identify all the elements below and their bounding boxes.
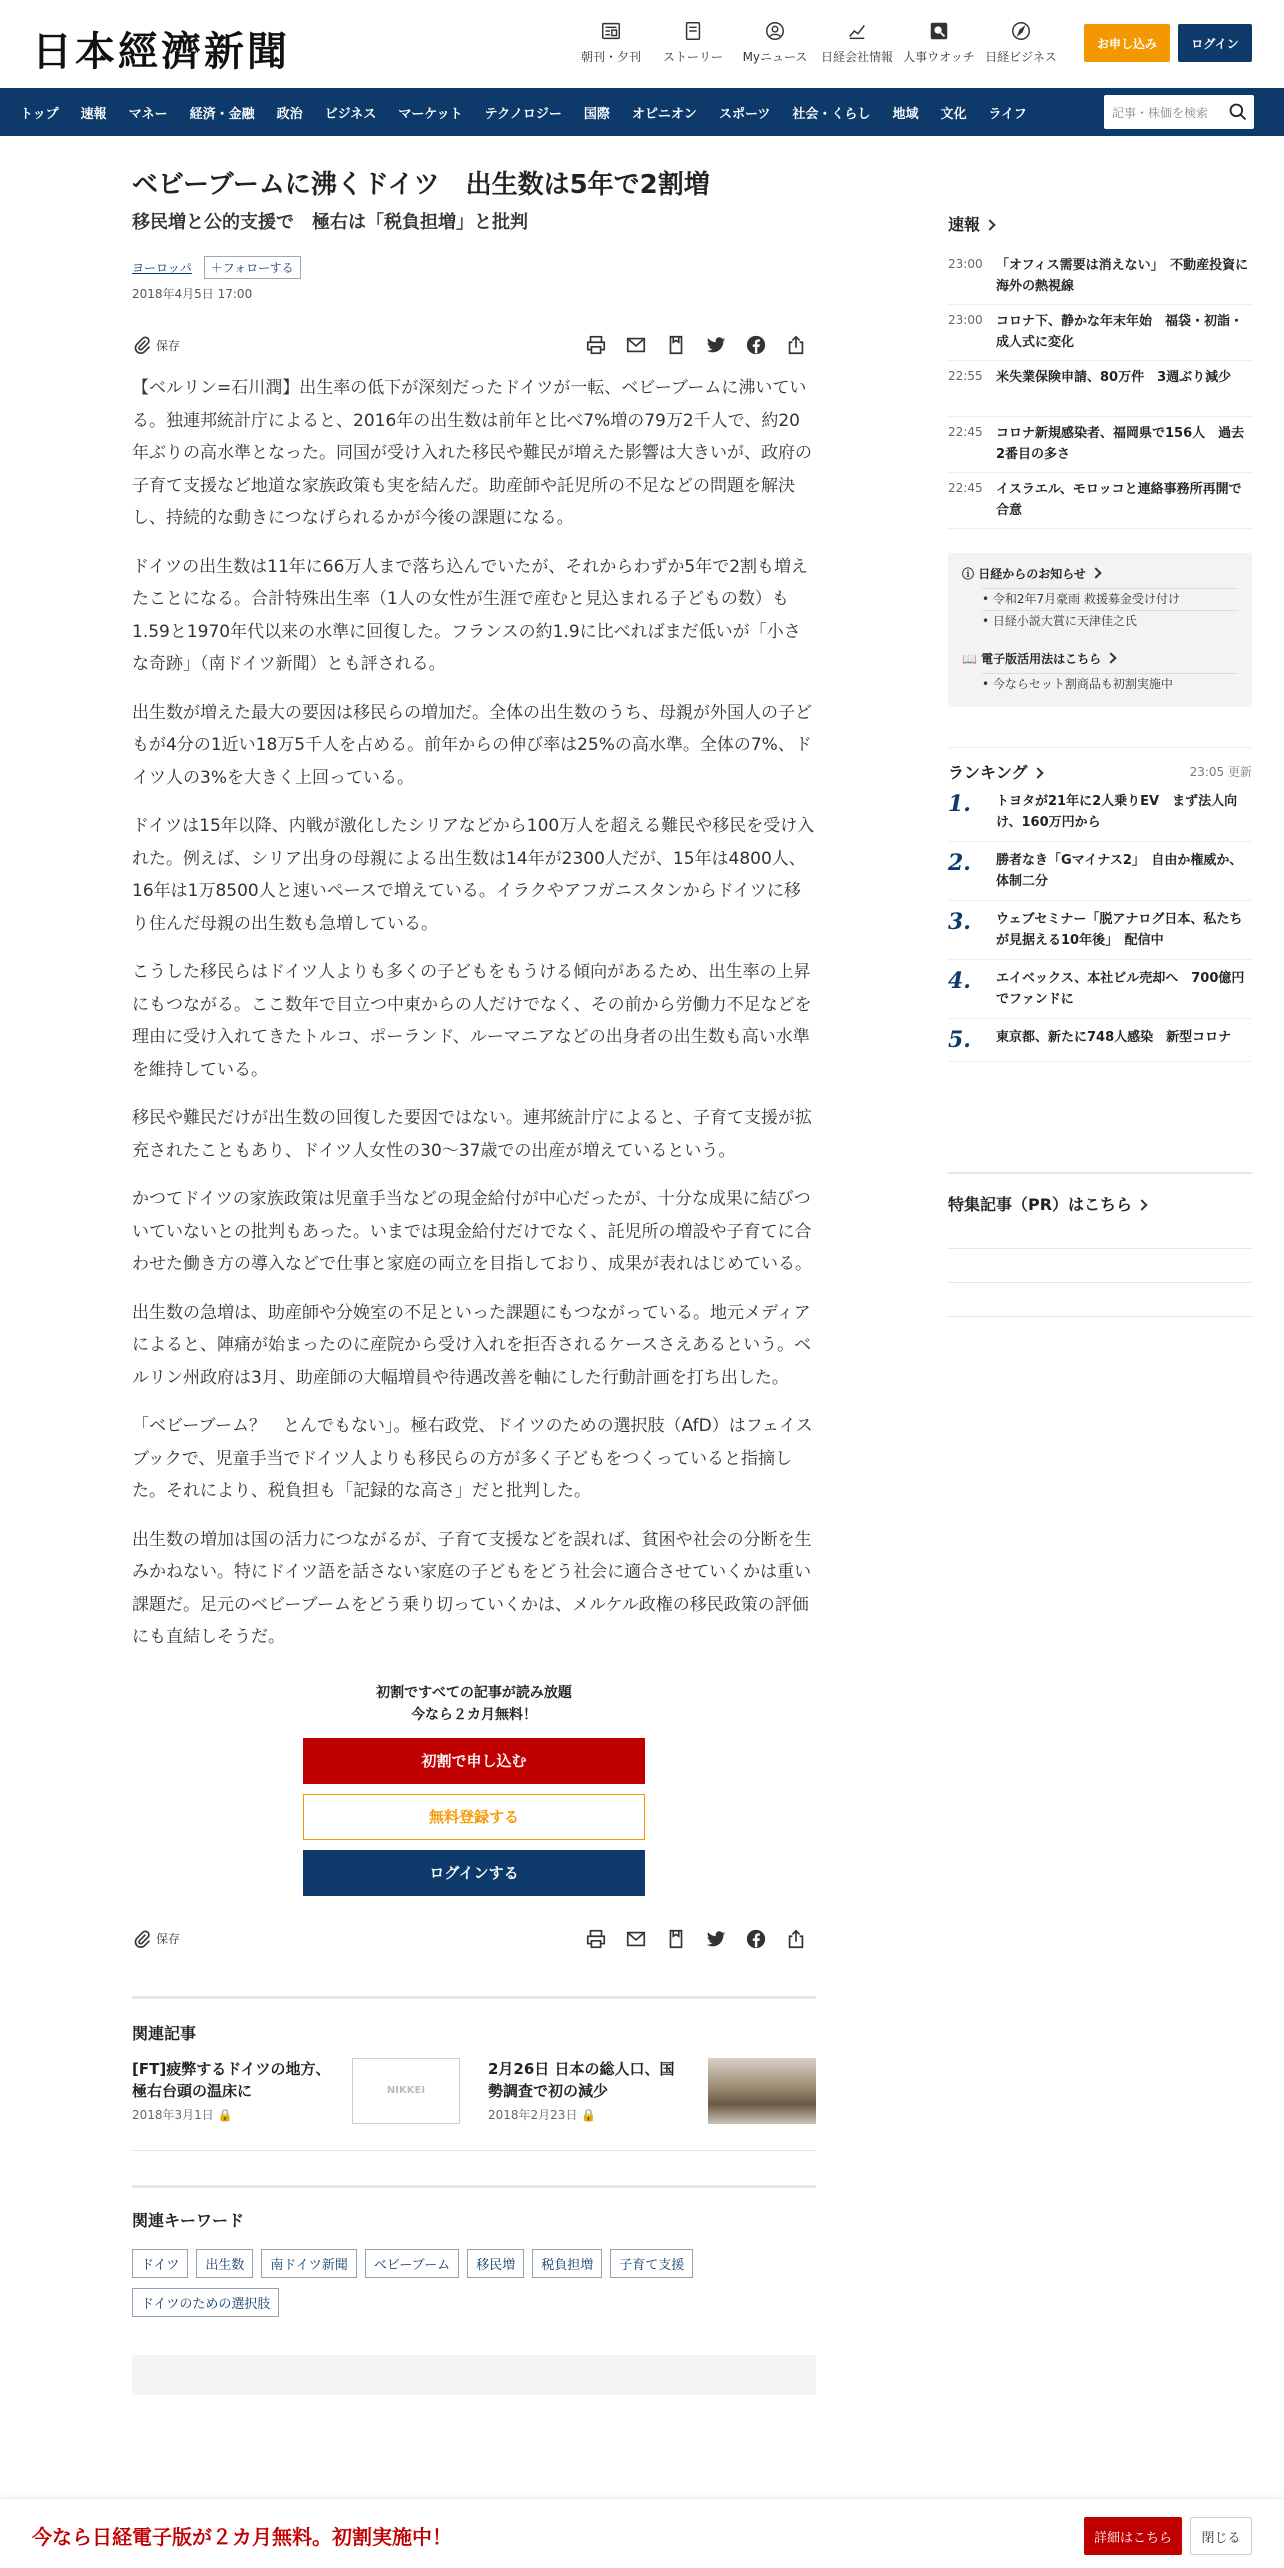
promo-close-button[interactable]: 閉じる [1190,2517,1252,2555]
pr-item[interactable] [948,1283,1252,1317]
ranking-headline[interactable]: ウェブセミナー「脱アナログ日本、私たちが見据える10年後」 配信中 [996,912,1243,948]
memo-button[interactable] [656,1928,696,1950]
nav-item-region[interactable]: 地域 [892,106,919,122]
nav-item-top[interactable]: トップ [20,106,59,122]
news-headline[interactable]: イスラエル、モロッコと連絡事務所再開で合意 [996,482,1242,518]
header-link-newspaper[interactable]: 朝刊・夕刊 [570,20,652,65]
header-link-nikkei-business[interactable]: 日経ビジネス [980,20,1062,65]
cta-line-2: 今なら２カ月無料！ [411,1706,537,1723]
related-item-title[interactable]: 2月26日 日本の総人口、国勢調査で初の減少 [488,2059,675,2100]
header-icon-menu [570,20,1062,65]
related-item-date: 2018年3月1日 🔒 [132,2107,233,2122]
keyword-tag[interactable]: 税負担増 [532,2249,602,2278]
chart-icon [846,20,868,42]
nav-item-market[interactable]: マーケット [398,106,463,122]
article-meta [132,256,816,279]
ranking-headline[interactable]: トヨタが21年に2人乗りEV まず法人向け、160万円から [996,794,1238,830]
ranking-updated: 23:05 更新 [1189,765,1252,779]
ranking-number: 2. [948,850,971,876]
article-title: ベビーブームに沸くドイツ 出生数は5年で2割増 [132,170,710,200]
pr-item[interactable] [948,1249,1252,1283]
news-item[interactable] [948,249,1252,305]
article-paragraph: ドイツの出生数は11年に66万人まで落ち込んでいたが、それからわずか5年で2割も増えたことになる。合計特殊出生率（1人の女性が生涯で産むと見込まれる子どもの数）も1.59と1970年代以来の水準に回復した。フランスの約1.9に比べればまだ低いが「小さな奇跡」（南ドイツ新聞）とも評される。 [132,556,809,674]
news-headline[interactable]: コロナ新規感染者、福岡県で156人 過去2番目の多さ [996,426,1245,462]
memo-icon [665,1928,687,1950]
keyword-tag[interactable]: 移民増 [467,2249,524,2278]
article-paragraph: かつてドイツの家族政策は児童手当などの現金給付が中心だったが、十分な成果に結びついていないとの批判もあった。いまでは現金給付だけでなく、託児所の増設や子育てに合わせた働き方の導入などで仕事と家庭の両立を目指しており、成果が表れはじめている。 [132,1189,812,1274]
login-button[interactable]: ログイン [1178,24,1252,62]
digital-item[interactable]: • 今ならセット割商品も初割実施中 [982,673,1238,695]
memo-icon [665,334,687,356]
subscription-cta [132,1682,816,1896]
print-icon [585,1928,607,1950]
chevron-right-icon [1090,567,1101,578]
twitter-button[interactable] [696,334,736,356]
news-item[interactable] [948,361,1252,417]
nav-item-sports[interactable]: スポーツ [718,106,771,122]
site-header [0,0,1284,88]
plus-icon: ＋ [210,261,223,275]
topic-tag-link[interactable]: ヨーロッパ [132,261,192,275]
article-paragraph: 出生数の増加は国の活力につながるが、子育て支援などを誤れば、貧困や社会の分断を生みかねない。特にドイツ語を話さない家庭の子どもをどう社会に適合させていくかは重い課題だ。足元のベビーブームをどう乗り切っていくかは、メルケル政権の移民政策の評価にも直結しそうだ。 [132,1529,812,1647]
pr-item[interactable] [948,1215,1252,1249]
save-button[interactable]: 保存 [132,335,180,355]
clip-icon [132,335,152,355]
breaking-news-title[interactable]: 速報 [948,212,1252,235]
search-input[interactable] [1104,95,1254,129]
related-articles [132,1996,816,2151]
header-link-company-info[interactable]: 日経会社情報 [816,20,898,65]
twitter-icon [705,334,727,356]
print-button[interactable] [576,334,616,356]
article-paragraph: ドイツは15年以降、内戦が激化したシリアなどから100万人を超える難民や移民を受け入れた。例えば、シリア出身の母親による出生数は14年が2300人だが、15年は4800人、16年は1万8500人と速いペースで増えている。イラクやアフガニスタンからドイツに移り住んだ母親の出生数も急増している。 [132,816,815,934]
cta-login-button[interactable]: ログインする [303,1850,645,1896]
share-button[interactable] [776,334,816,356]
cta-apply-button[interactable]: 初割で申し込む [303,1738,645,1784]
cta-line-1: 初割ですべての記事が読み放題 [376,1684,572,1701]
person-icon [764,20,786,42]
promo-text: 今なら日経電子版が２カ月無料。初割実施中！ [32,2525,452,2549]
article-paragraph: 移民や難民だけが出生数の回復した要因ではない。連邦統計庁によると、子育て支援が拡充されたこともあり、ドイツ人女性の30～37歳での出産が増えているという。 [132,1108,812,1161]
news-time: 23:00 [948,313,983,327]
news-headline[interactable]: コロナ下、静かな年末年始 福袋・初詣・成人式に変化 [996,314,1244,350]
info-box [948,553,1252,707]
ranking-number: 3. [948,909,971,935]
search-person-icon [928,20,950,42]
related-item[interactable] [488,2058,816,2124]
digital-guide-title[interactable]: 📖 電子版活用法はこちら [962,650,1238,667]
news-time: 22:45 [948,481,983,495]
mail-icon [625,1928,647,1950]
compass-icon [1010,20,1032,42]
notice-item[interactable]: • 令和2年7月豪雨 救援募金受け付け [982,588,1238,610]
article-paragraph: 「ベビーブーム？ とんでもない」。極右政党、ドイツのための選択肢（AfD）はフェイスブックで、児童手当でドイツ人よりも移民らの方が多く子どもをつくっていると指摘した。それにより、税負担も「記録的な高さ」だと批判した。 [132,1416,813,1501]
ranking-header [948,760,1252,783]
news-headline[interactable]: 「オフィス需要は消えない」 不動産投資に海外の熱視線 [996,258,1249,294]
facebook-button[interactable] [736,1928,776,1950]
header-link-mynews[interactable]: Myニュース [734,20,816,65]
notice-title[interactable]: ⓘ 日経からのお知らせ [962,565,1238,582]
search-icon[interactable] [1228,102,1248,122]
divider [132,2185,816,2188]
article-paragraph: 出生数の急増は、助産師や分娩室の不足といった課題にもつながっている。地元メディアによると、陣痛が始まったのに産院から受け入れを拒否されるケースさえあるという。ベルリン州政府は3月、助産師の大幅増員や待遇改善を軸にした行動計画を打ち出した。 [132,1302,812,1388]
share-button[interactable] [776,1928,816,1950]
article-paragraph: こうした移民らはドイツ人よりも多くの子どもをもうける傾向があるため、出生率の上昇にもつながる。ここ数年で目立つ中東からの人だけでなく、その前から労働力不足などを理由に受け入れてきたトルコ、ポーランド、ルーマニアなどの出身者の出生数も高い水準を維持している。 [132,962,812,1080]
related-keywords [132,2208,816,2327]
keyword-tag[interactable]: ベビーブーム [365,2249,459,2278]
keyword-tag[interactable]: 南ドイツ新聞 [261,2249,356,2278]
ranking-title[interactable]: ランキング [948,760,1042,783]
follow-button[interactable]: ＋フォローする [204,256,301,279]
article-paragraph: 出生数が増えた最大の要因は移民らの増加だ。全体の出生数のうち、母親が外国人の子どもが4分の1近い18万5千人を占める。前年からの伸び率は25%の高水準。全体の7%、ドイツ人の3%を大きく上回っている。 [132,702,812,788]
info-icon: ⓘ [962,567,979,581]
article-main [132,168,816,2395]
header-link-jinji-watch[interactable]: 人事ウオッチ [898,20,980,65]
print-button[interactable] [576,1928,616,1950]
cta-register-button[interactable]: 無料登録する [303,1794,645,1840]
share-bar-top [132,328,816,362]
story-icon [682,20,704,42]
ranking-number: 1. [948,791,971,817]
ranking-item[interactable] [948,1019,1252,1062]
save-button[interactable]: 保存 [132,1929,180,1949]
promo-footer-bar [0,2498,1284,2568]
share-icons [576,1928,816,1950]
article-subtitle: 移民増と公的支援で 極右は「税負担増」と批判 [132,212,528,233]
related-title: 関連記事 [132,2023,197,2043]
ranking-section [948,747,1252,1062]
lock-icon: 🔒 [581,2107,597,2122]
twitter-icon [705,1928,727,1950]
nav-item-life[interactable]: ライフ [988,106,1027,122]
facebook-icon [745,1928,767,1950]
article-paragraph: 【ベルリン=石川潤】出生率の低下が深刻だったドイツが一転、ベビーブームに沸いている。独連邦統計庁によると、2016年の出生数は前年と比べ7%増の79万2千人で、約20年ぶりの高水準となった。同国が受け入れた移民や難民が増えた影響は大きいが、政府の子育て支援など地道な家族政策も実を結んだ。助産師や託児所の不足などの問題を解決し、持続的な動きにつなげられるかが今後の課題になる。 [132,378,812,528]
mail-button[interactable] [616,334,656,356]
ranking-headline[interactable]: エイベックス、本社ビル売却へ 700億円でファンドに [996,971,1245,1007]
facebook-button[interactable] [736,334,776,356]
mail-button[interactable] [616,1928,656,1950]
twitter-button[interactable] [696,1928,736,1950]
nikkei-logo[interactable]: 日本經濟新聞 [32,28,290,75]
header-link-story[interactable]: ストーリー [652,20,734,65]
ranking-item[interactable] [948,842,1252,901]
chevron-right-icon [984,219,995,230]
print-icon [585,334,607,356]
nav-item-society[interactable]: 社会・くらし [792,106,871,122]
keywords-title: 関連キーワード [132,2210,245,2230]
keyword-list [132,2249,816,2327]
pr-title[interactable]: 特集記事（PR）はこちら [948,1192,1252,1215]
chevron-right-icon [1032,767,1043,778]
ranking-number: 5. [948,1027,971,1053]
chevron-right-icon [1105,652,1116,663]
mail-icon [625,334,647,356]
news-item[interactable] [948,417,1252,473]
related-item-title[interactable]: [FT]疲弊するドイツの地方、極右台頭の温床に [132,2059,331,2100]
keyword-tag[interactable]: 出生数 [196,2249,253,2278]
nav-item-politics[interactable]: 政治 [276,106,303,122]
ranking-number: 4. [948,968,971,994]
news-time: 22:45 [948,425,983,439]
memo-button[interactable] [656,334,696,356]
news-headline[interactable]: 米失業保険申請、80万件 3週ぶり減少 [996,370,1232,385]
nav-item-opinion[interactable]: オピニオン [631,106,697,122]
keyword-tag[interactable]: 子育て支援 [610,2249,693,2278]
share-icon [785,334,807,356]
article-body [132,372,816,1654]
ranking-headline[interactable]: 勝者なき「Gマイナス2」 自由か権威か、体制二分 [996,853,1243,889]
clip-icon [132,1929,152,1949]
pr-list [948,1215,1252,1317]
sidebar [948,212,1252,1317]
search-placeholder: 記事・株価を検索 [1112,105,1209,120]
divider [132,2150,816,2151]
nav-item-breaking[interactable]: 速報 [80,106,107,122]
breaking-news-list [948,249,1252,529]
notice-item[interactable]: • 日経小説大賞に天津佳之氏 [982,610,1238,632]
keyword-tag[interactable]: ドイツのための選択肢 [132,2288,279,2317]
notice-list [982,588,1238,632]
keyword-tag[interactable]: ドイツ [132,2249,188,2278]
related-item-date: 2018年2月23日 🔒 [488,2107,597,2122]
news-item[interactable] [948,305,1252,361]
book-icon: 📖 [962,652,982,666]
article-date: 2018年4月5日 17:00 [132,287,253,301]
apply-button[interactable]: お申し込み [1084,24,1170,62]
main-nav [0,88,1284,136]
nav-item-money[interactable]: マネー [128,106,168,122]
ranking-item[interactable] [948,901,1252,960]
ranking-item[interactable] [948,960,1252,1019]
lock-icon: 🔒 [217,2107,233,2122]
pr-section [948,1172,1252,1317]
nav-item-international[interactable]: 国際 [583,106,610,122]
share-bar-bottom [132,1922,816,1956]
ranking-item[interactable] [948,783,1252,842]
news-item[interactable] [948,473,1252,529]
related-item[interactable] [132,2058,460,2124]
promo-details-button[interactable]: 詳細はこちら [1084,2517,1182,2555]
share-icons [576,334,816,356]
ad-placeholder [132,2355,816,2395]
newspaper-icon [600,20,622,42]
nav-item-business[interactable]: ビジネス [324,106,377,122]
nav-item-culture[interactable]: 文化 [940,106,967,122]
facebook-icon [745,334,767,356]
related-thumbnail-photo[interactable] [708,2058,816,2124]
chevron-right-icon [1136,1199,1147,1210]
related-thumbnail[interactable]: NIKKEI [352,2058,460,2124]
ranking-headline[interactable]: 東京都、新たに748人感染 新型コロナ [996,1030,1232,1045]
related-list [132,2058,816,2124]
digital-list [982,673,1238,695]
nav-item-economy[interactable]: 経済・金融 [189,106,255,122]
news-time: 22:55 [948,369,983,383]
news-time: 23:00 [948,257,983,271]
share-icon [785,1928,807,1950]
nav-item-technology[interactable]: テクノロジー [484,106,562,122]
